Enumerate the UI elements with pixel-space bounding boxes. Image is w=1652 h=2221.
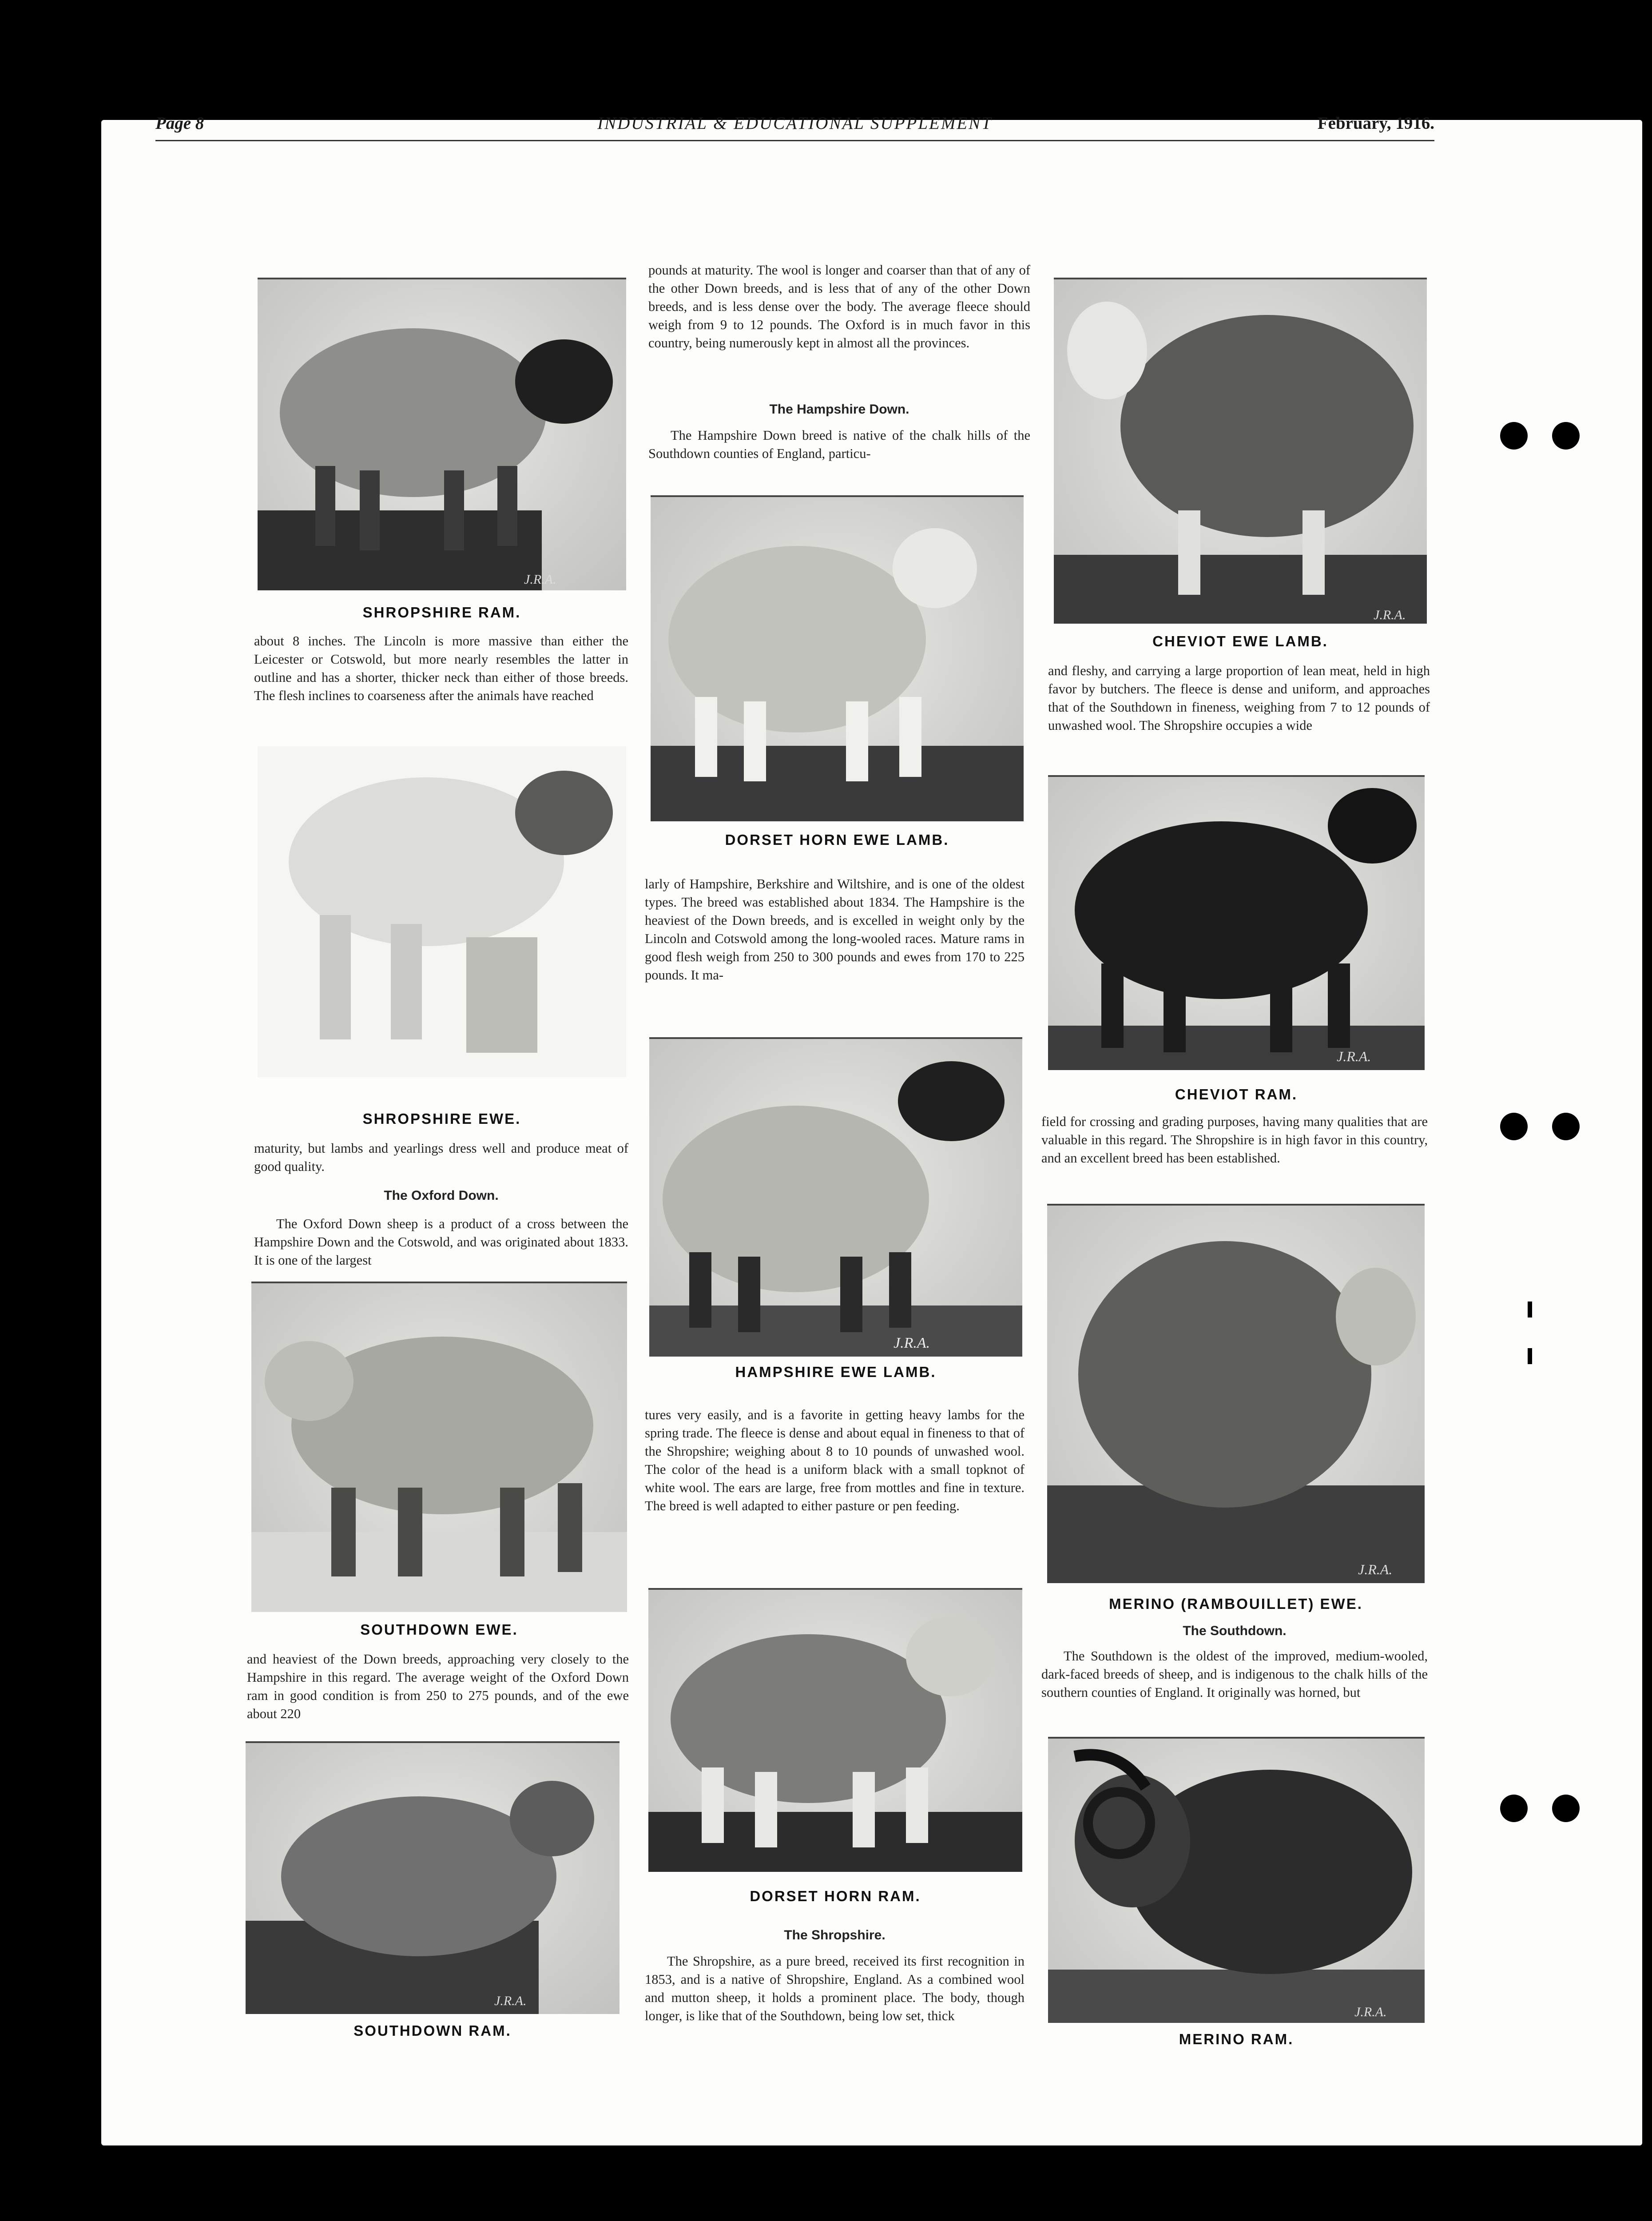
- svg-text:J.R.A.: J.R.A.: [1354, 2005, 1387, 2019]
- figure-shropshire-ram: [258, 278, 626, 624]
- shropshire-ram-photo: [258, 278, 626, 590]
- svg-text:J.R.A.: J.R.A.: [1358, 1561, 1393, 1577]
- article-text-col3-p3: The Southdown is the oldest of the improved, medium-wooled, dark-faced breeds of sheep, and is indigenous to the chalk hills of the southern counties of England. It originally was horned, but: [1041, 1648, 1428, 1700]
- merino-ewe-photo: [1047, 1204, 1425, 1583]
- svg-text:J.R.A.: J.R.A.: [894, 1335, 930, 1351]
- figure-merino-ram: [1048, 1737, 1425, 2048]
- southdown-ram-photo: [246, 1741, 620, 2014]
- figure-dorset-horn-ram: [648, 1588, 1022, 1912]
- figure-shropshire-ewe: [258, 746, 626, 1128]
- article-text-col2-p1: pounds at maturity. The wool is longer and coarser than that of any of the other Down breeds, and is less that of any of the other Down breeds, and is less dense over the body. The average fleece should weigh from 9 to 12 pounds. The Oxford is in much favor in this country, being numerously kept in almost all the provinces.: [648, 263, 1030, 350]
- page-header: [155, 113, 1434, 141]
- edge-mark: [1528, 1302, 1532, 1317]
- caption-hampshire-ewe-lamb: HAMPSHIRE EWE LAMB.: [735, 1364, 937, 1380]
- heading-oxford-down: The Oxford Down.: [384, 1188, 499, 1203]
- punch-hole-mark: [1552, 422, 1580, 450]
- caption-dorset-horn-ram: DORSET HORN RAM.: [750, 1888, 921, 1904]
- figure-cheviot-ram: [1048, 775, 1425, 1108]
- article-text-col3-p1: and fleshy, and carrying a large proportion of lean meat, held in high favor by butchers. The fleece is dense and uniform, and approaches that of the Southdown in fineness, weighing from 7 to 12 pounds of unwashed wool. The Shropshire occupies a wide: [1048, 663, 1430, 733]
- caption-cheviot-ram: CHEVIOT RAM.: [1175, 1086, 1298, 1103]
- page-number: Page 8: [155, 114, 204, 133]
- figure-merino-ewe: [1047, 1204, 1425, 1617]
- article-text-col2-p3: larly of Hampshire, Berkshire and Wiltshire, and is one of the oldest types. The breed was established about 1834. The Hampshire is the heaviest of the Down breeds, and is excelled in weight only by the Lincoln and Cotswold among the long-wooled races. Mature rams in good flesh weigh from 250 to 300 pounds and ewes from 170 to 225 pounds. It ma-: [645, 876, 1025, 983]
- shropshire-ewe-photo: [258, 746, 626, 1077]
- svg-text:J.R.A.: J.R.A.: [524, 572, 556, 587]
- caption-merino-ram: MERINO RAM.: [1179, 2031, 1294, 2047]
- caption-shropshire-ram: SHROPSHIRE RAM.: [362, 604, 521, 621]
- punch-hole-mark: [1552, 1795, 1580, 1822]
- svg-text:J.R.A.: J.R.A.: [1374, 608, 1406, 622]
- article-text-col1-p4: and heaviest of the Down breeds, approaching very closely to the Hampshire in this regard. The average weight of the Oxford Down ram in good condition is from 250 to 275 pounds, and of the ewe about 220: [247, 1652, 629, 1721]
- southdown-ewe-photo: [251, 1282, 627, 1612]
- article-text-col3-p2: field for crossing and grading purposes, having many qualities that are valuable in this regard. The Shropshire is in high favor in this country, and an excellent breed has been established.: [1041, 1114, 1428, 1166]
- article-text-col2-p4: tures very easily, and is a favorite in getting heavy lambs for the spring trade. The fleece is dense and about equal in fineness to that of the Shropshire; weighing about 8 to 10 pounds of unwashed wool. The color of the head is a uniform black with a small topknot of white wool. The ears are large, free from mottles and fine in texture. The breed is well adapted to either pasture or pen feeding.: [645, 1407, 1025, 1513]
- caption-merino-ewe: MERINO (RAMBOUILLET) EWE.: [1109, 1596, 1363, 1612]
- punch-hole-mark: [1500, 1795, 1528, 1822]
- hampshire-ewe-lamb-photo: [649, 1037, 1022, 1357]
- svg-text:J.R.A.: J.R.A.: [1337, 1048, 1371, 1064]
- edge-mark: [1528, 1348, 1532, 1364]
- punch-hole-mark: [1500, 422, 1528, 450]
- heading-hampshire-down: The Hampshire Down.: [769, 402, 909, 417]
- punch-hole-mark: [1552, 1113, 1580, 1140]
- publication-title: INDUSTRIAL & EDUCATIONAL SUPPLEMENT: [597, 114, 993, 133]
- figure-dorset-horn-ewe-lamb: [651, 495, 1024, 851]
- punch-hole-mark: [1500, 1113, 1528, 1140]
- caption-shropshire-ewe: SHROPSHIRE EWE.: [362, 1110, 521, 1127]
- merino-ram-photo: [1048, 1737, 1425, 2023]
- dorset-horn-ram-photo: [648, 1588, 1022, 1872]
- caption-dorset-horn-ewe-lamb: DORSET HORN EWE LAMB.: [725, 832, 949, 848]
- caption-southdown-ewe: SOUTHDOWN EWE.: [360, 1621, 518, 1638]
- figure-cheviot-ewe-lamb: [1054, 278, 1427, 655]
- figure-southdown-ram: [246, 1741, 620, 2043]
- caption-southdown-ram: SOUTHDOWN RAM.: [353, 2022, 512, 2039]
- svg-text:J.R.A.: J.R.A.: [494, 1994, 527, 2008]
- issue-date: February, 1916.: [1317, 114, 1434, 133]
- article-text-col2-p2: The Hampshire Down breed is native of the chalk hills of the Southdown counties of England, particu-: [648, 428, 1030, 461]
- dorset-horn-ewe-lamb-photo: [651, 495, 1024, 821]
- figure-hampshire-ewe-lamb: [649, 1037, 1022, 1388]
- article-text-col2-p5: The Shropshire, as a pure breed, received its first recognition in 1853, and is a native of Shropshire, England. As a combined wool and mutton sheep, it holds a prominent place. The body, though longer, is like that of the Southdown, being low set, thick: [645, 1954, 1025, 2023]
- article-text-col1-p2: maturity, but lambs and yearlings dress well and produce meat of good quality.: [254, 1141, 628, 1174]
- figure-southdown-ewe: [251, 1282, 627, 1641]
- caption-cheviot-ewe-lamb: CHEVIOT EWE LAMB.: [1152, 633, 1328, 649]
- article-text-col1-p3: The Oxford Down sheep is a product of a cross between the Hampshire Down and the Cotswold, and was originated about 1833. It is one of the largest: [254, 1216, 628, 1268]
- cheviot-ewe-lamb-photo: [1054, 278, 1427, 624]
- heading-shropshire: The Shropshire.: [784, 1928, 886, 1942]
- cheviot-ram-photo: [1048, 775, 1425, 1070]
- heading-southdown: The Southdown.: [1183, 1624, 1287, 1638]
- article-text-col1-p1: about 8 inches. The Lincoln is more massive than either the Leicester or Cotswold, but more nearly resembles the latter in outline and has a shorter, thicker neck than either of those breeds. The flesh inclines to coarseness after the animals have reached: [254, 633, 628, 703]
